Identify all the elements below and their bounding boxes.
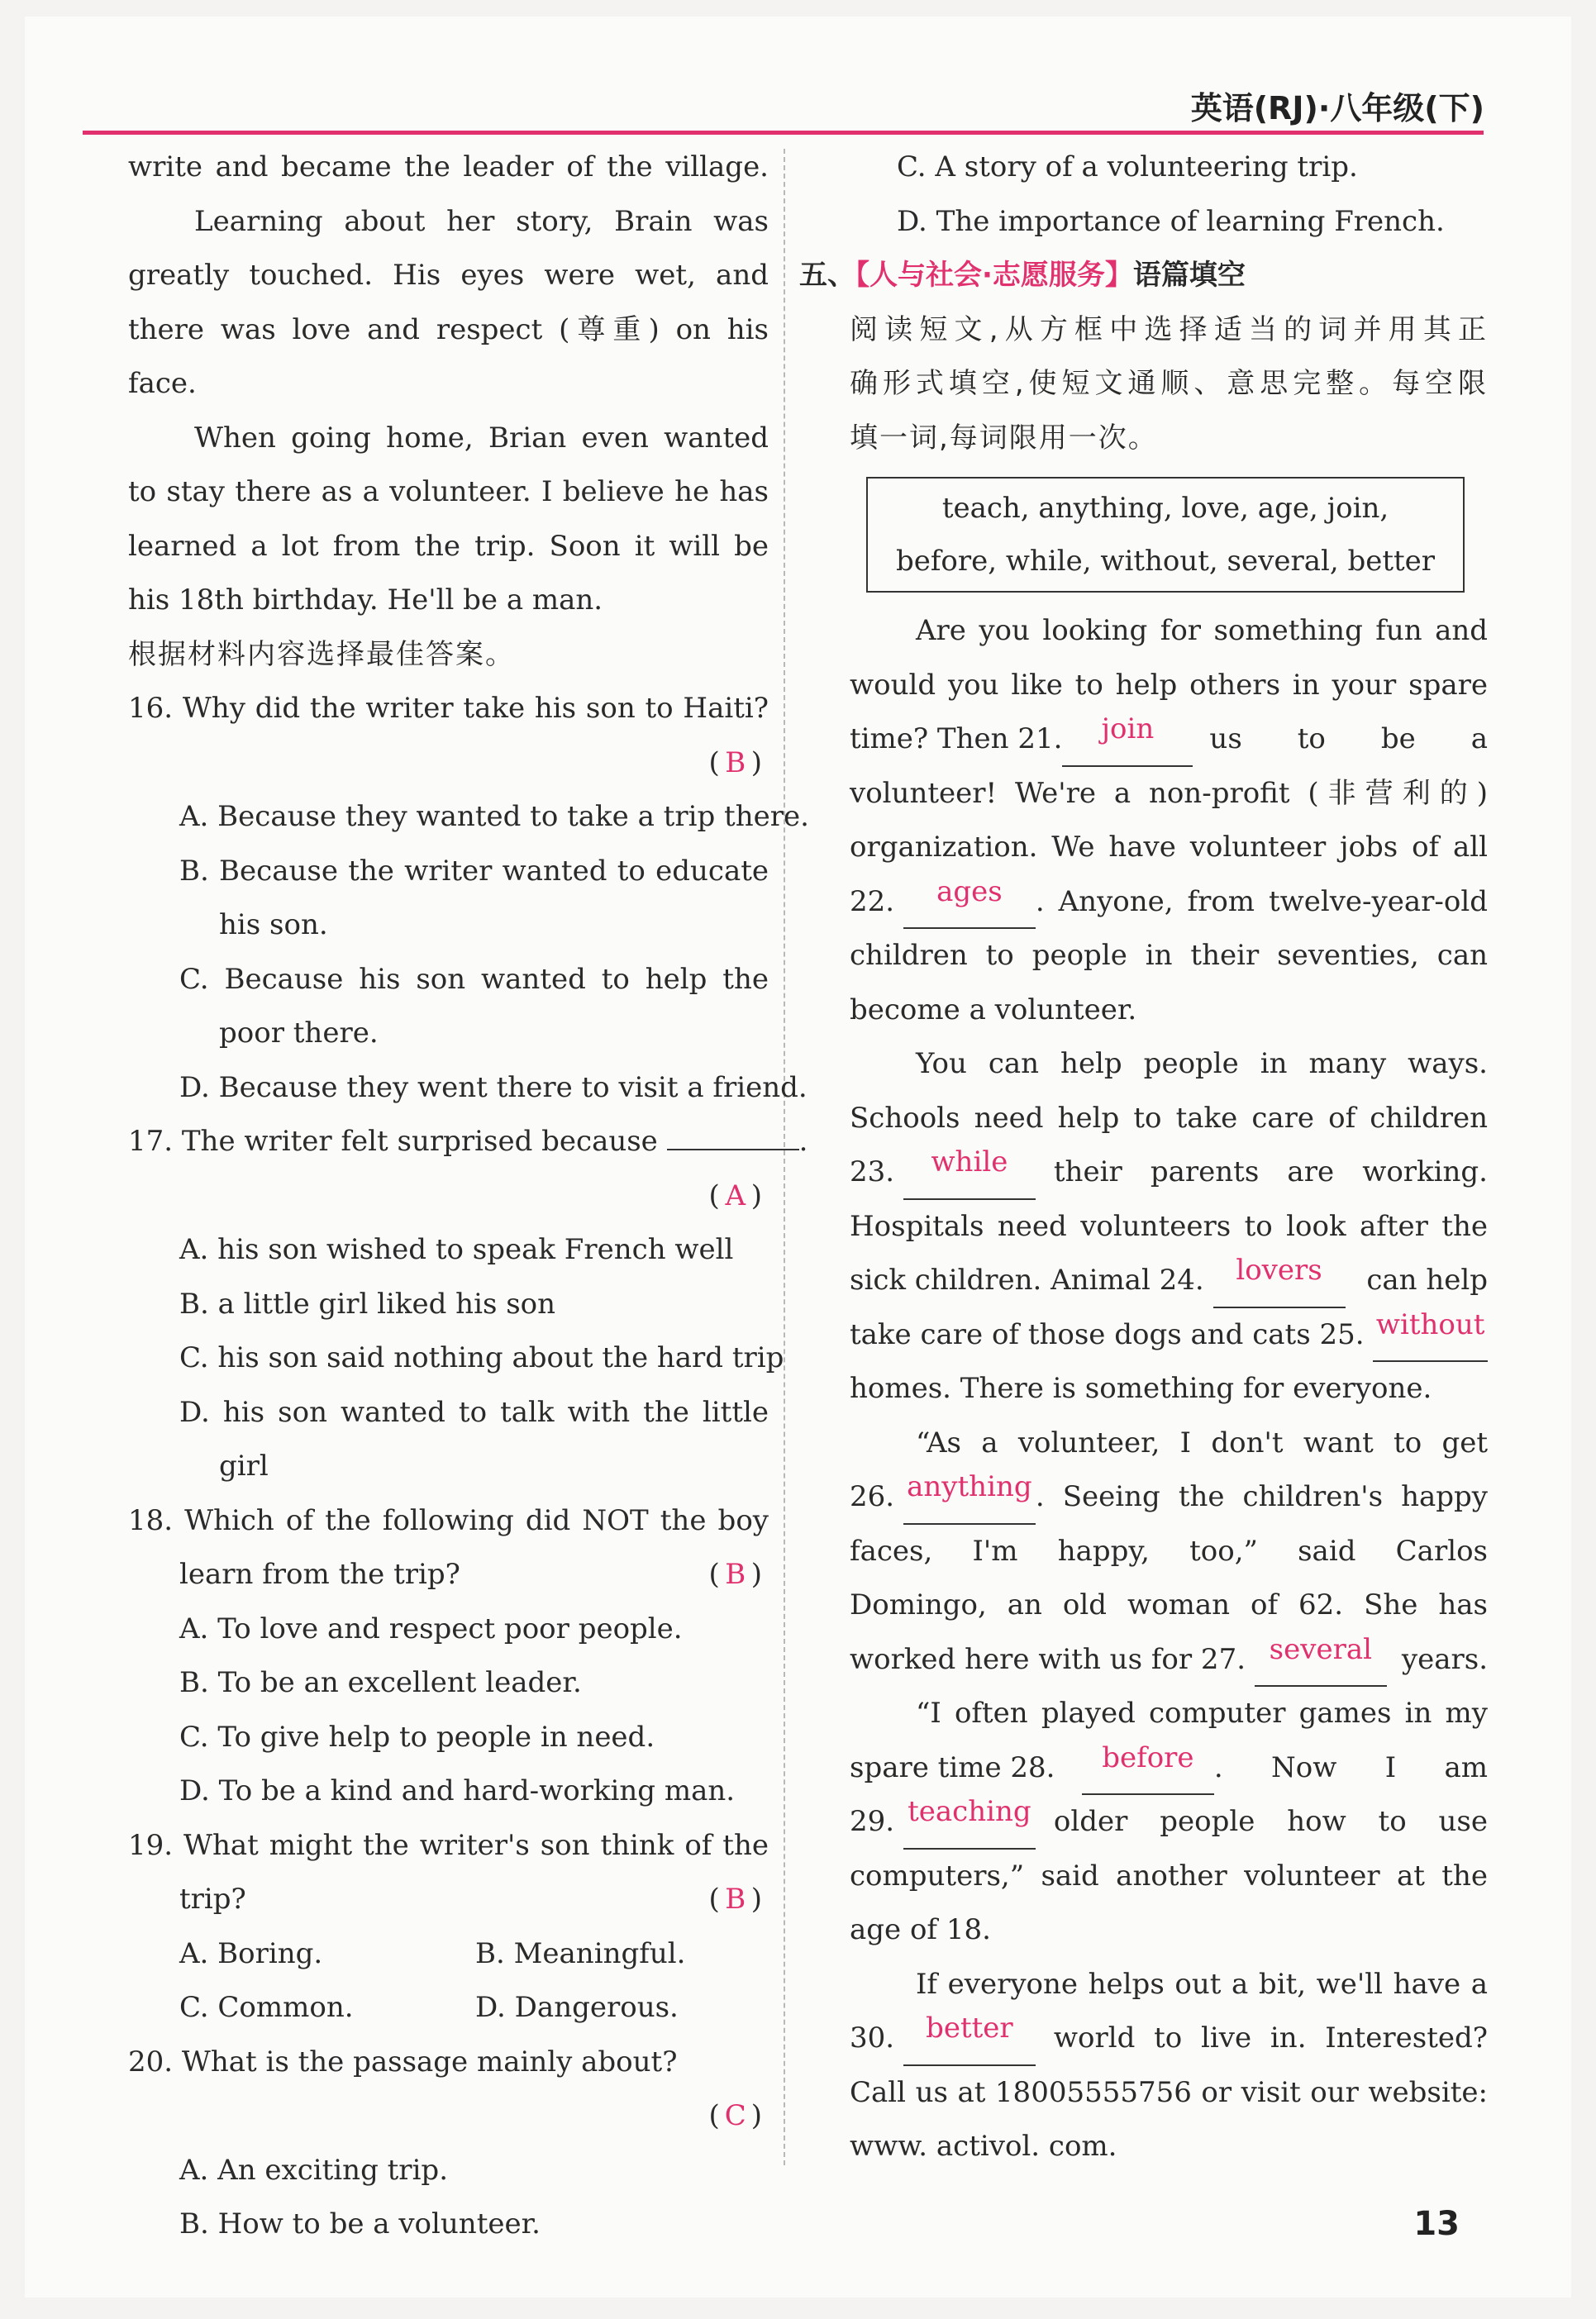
passage-line: “As a volunteer, I don't want to get	[916, 1426, 1488, 1459]
passage-line: time? Then 21. join us to be a	[850, 712, 1488, 767]
passage-line: there was love and respect (尊重) on his face.	[128, 312, 769, 400]
option: D. Because they went there to visit a friend.	[179, 1070, 808, 1104]
question-20-answer: ( C )	[128, 2089, 769, 2144]
passage-line: to stay there as a volunteer. I believe he has	[128, 475, 769, 508]
passage-line: 29. teaching older people how to use	[850, 1795, 1488, 1850]
passage-line: volunteer! We're a non-profit (非营利的)	[850, 776, 1488, 810]
option-row	[128, 1981, 769, 2036]
blank-22: ages	[903, 875, 1036, 930]
section-instruction: 阅读短文,从方框中选择适当的词并用其正	[850, 312, 1488, 346]
section-title: 五、【人与社会·志愿服务】语篇填空	[799, 259, 1246, 292]
passage-line: Call us at 18005555756 or visit our website:	[850, 2075, 1488, 2109]
blank-24: lovers	[1213, 1254, 1346, 1308]
passage-line: Are you looking for something fun and	[916, 614, 1488, 647]
passage-line: computers,” said another volunteer at the	[850, 1859, 1488, 1893]
passage-line: learned a lot from the trip. Soon it will be	[128, 529, 769, 563]
passage-line: 30. better world to live in. Interested?	[850, 2012, 1488, 2066]
passage-line: If everyone helps out a bit, we'll have a	[916, 1967, 1488, 2001]
option: A. Because they wanted to take a trip there.	[179, 800, 809, 833]
option: D. Dangerous.	[475, 1991, 679, 2024]
option: C. Because his son wanted to help the	[179, 962, 769, 996]
option: D. To be a kind and hard-working man.	[179, 1774, 736, 1807]
answer-mark: C	[724, 2099, 746, 2132]
question-19-stem-cont: trip? ( B )	[128, 1873, 769, 1927]
passage-line: age of 18.	[850, 1913, 991, 1946]
passage-line: 22. ages . Anyone, from twelve-year-old	[850, 875, 1488, 930]
answer-mark: B	[725, 745, 746, 779]
instruction: 根据材料内容选择最佳答案。	[128, 637, 515, 671]
header-title: 英语(RJ)·八年级(下)	[1190, 90, 1484, 126]
answer-mark: A	[725, 1179, 746, 1212]
passage-line: faces, I'm happy, too,” said Carlos	[850, 1534, 1488, 1568]
left-column	[128, 140, 809, 2252]
passage-line: greatly touched. His eyes were wet, and	[128, 259, 769, 292]
option: A. To love and respect poor people.	[179, 1612, 683, 1645]
question-18-stem: 18. Which of the following did NOT the boy	[128, 1503, 769, 1537]
passage-line: Hospitals need volunteers to look after the	[850, 1209, 1488, 1243]
passage-line: Learning about her story, Brain was	[194, 204, 769, 238]
option: C. Common.	[179, 1991, 354, 2024]
option: D. his son wanted to talk with the little	[179, 1395, 769, 1429]
word-box-line: teach, anything, love, age, join,	[941, 492, 1389, 525]
passage-line: become a volunteer.	[850, 993, 1137, 1026]
passage-line: organization. We have volunteer jobs of all	[850, 831, 1488, 864]
passage-line: take care of those dogs and cats 25. without	[850, 1308, 1488, 1363]
blank-23: while	[903, 1145, 1036, 1200]
question-17-stem: 17. The writer felt surprised because .	[128, 1125, 808, 1158]
blank-29: teaching	[903, 1795, 1036, 1850]
blank-26: anything	[903, 1470, 1036, 1525]
passage-line: his 18th birthday. He'll be a man.	[128, 583, 603, 617]
passage-line: Domingo, an old woman of 62. She has	[850, 1588, 1488, 1621]
passage-line: children to people in their seventies, can	[850, 939, 1488, 972]
header-rule	[83, 131, 1484, 135]
option: B. a little girl liked his son	[179, 1287, 556, 1321]
option: D. The importance of learning French.	[897, 204, 1445, 238]
right-column	[799, 140, 1488, 2174]
option: B. Because the writer wanted to educate	[179, 854, 769, 888]
answer-blank	[667, 1149, 799, 1150]
option-cont: his son.	[219, 908, 328, 941]
cloze-passage	[802, 604, 1488, 2174]
option: A. An exciting trip.	[179, 2153, 449, 2187]
passage-line: When going home, Brian even wanted	[194, 421, 769, 455]
option: C. To give help to people in need.	[179, 1720, 655, 1754]
option: A. Boring.	[179, 1936, 323, 1970]
blank-27: several	[1255, 1633, 1387, 1688]
word-box-line: before, while, without, several, better	[895, 545, 1436, 578]
question-16-stem: 16. Why did the writer take his son to Haiti?	[128, 692, 769, 725]
option: A. his son wished to speak French well	[179, 1233, 734, 1266]
page-number: 13	[1413, 2205, 1460, 2243]
passage-line: spare time 28. before . Now I am	[850, 1741, 1488, 1796]
passage-line: Schools need help to take care of children	[850, 1101, 1488, 1135]
passage-line: www. activol. com.	[850, 2130, 1117, 2163]
option: B. To be an excellent leader.	[179, 1666, 582, 1699]
blank-28: before	[1082, 1741, 1214, 1796]
option-cont: girl	[219, 1450, 269, 1483]
option: B. How to be a volunteer.	[179, 2207, 541, 2240]
passage-line: You can help people in many ways.	[916, 1047, 1488, 1080]
question-17-answer: ( A )	[128, 1169, 769, 1224]
passage-line: 26. anything . Seeing the children's happy	[850, 1470, 1488, 1525]
section-instruction: 确形式填空,使短文通顺、意思完整。每空限	[850, 367, 1488, 400]
option-row	[128, 1927, 769, 1982]
question-16-answer: ( B )	[128, 736, 769, 791]
word-box	[866, 477, 1465, 593]
blank-30: better	[903, 2012, 1036, 2066]
passage-line: worked here with us for 27. several years.	[850, 1633, 1488, 1688]
question-19-stem: 19. What might the writer's son think of the	[128, 1828, 769, 1862]
option: B. Meaningful.	[475, 1936, 686, 1970]
column-divider	[784, 149, 785, 2165]
passage-line: write and became the leader of the village.	[128, 150, 769, 183]
passage-line: “I often played computer games in my	[916, 1697, 1488, 1730]
answer-mark: B	[725, 1558, 746, 1591]
option: C. his son said nothing about the hard trip	[179, 1341, 784, 1374]
passage-line: 23. while their parents are working.	[850, 1145, 1488, 1200]
passage-line: would you like to help others in your spare	[850, 668, 1488, 702]
question-20-stem: 20. What is the passage mainly about?	[128, 2045, 678, 2079]
section-instruction: 填一词,每词限用一次。	[850, 421, 1158, 455]
question-18-stem-cont: learn from the trip? ( B )	[128, 1548, 769, 1602]
option: C. A story of a volunteering trip.	[897, 150, 1358, 183]
passage-line: homes. There is something for everyone.	[850, 1372, 1432, 1405]
blank-21: join	[1062, 712, 1193, 767]
blank-25: without	[1373, 1308, 1488, 1363]
passage-line: sick children. Animal 24. lovers can help	[850, 1254, 1488, 1308]
answer-mark: B	[725, 1883, 746, 1916]
option-cont: poor there.	[219, 1017, 379, 1050]
